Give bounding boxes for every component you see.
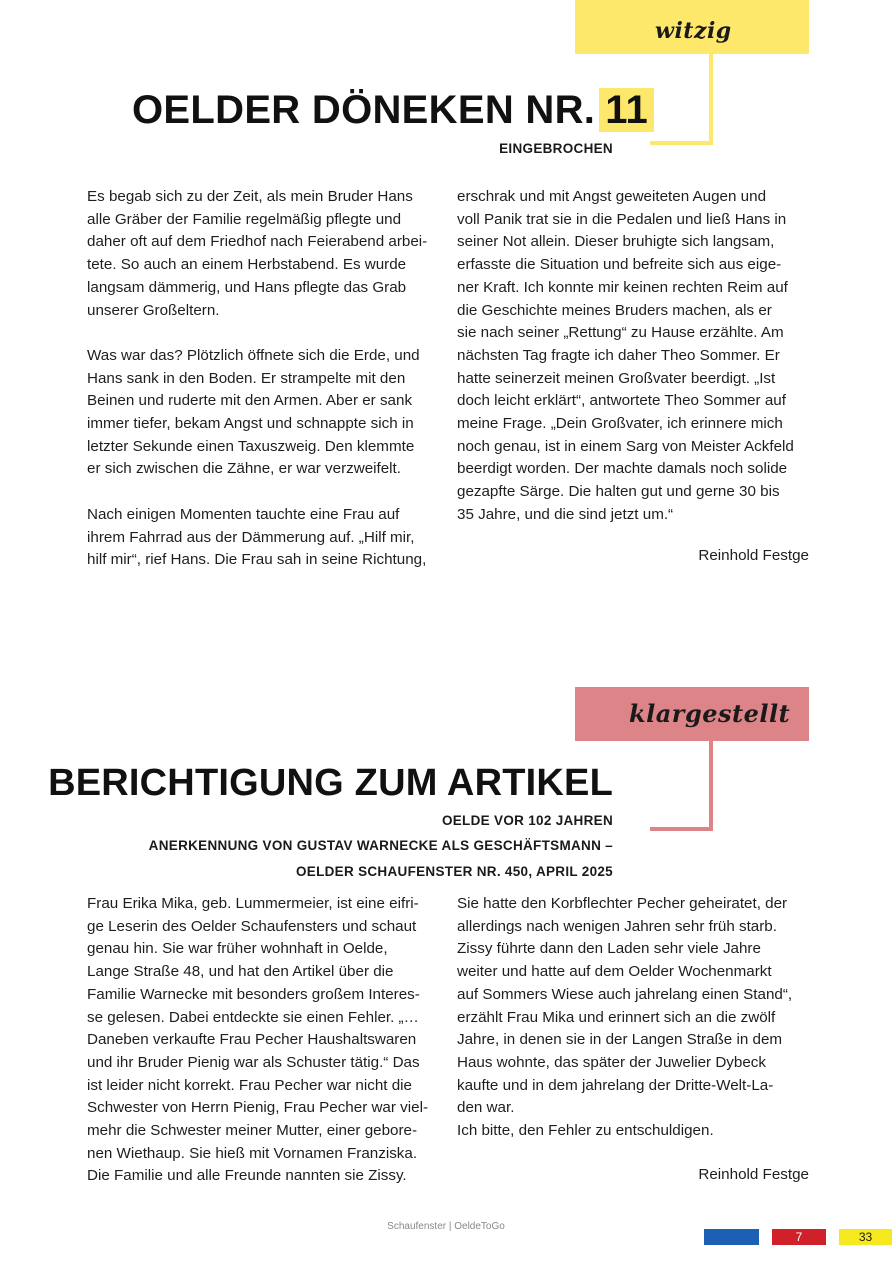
article-column-right [457,893,792,1143]
text-line: Nach einigen Momenten tauchte eine Frau auf [87,505,400,523]
text-line: erzählt Frau Mika und erinnert sich an die zwölf [457,1008,776,1026]
text-line: kaufte und in dem jahrelang der Dritte-Welt-La- [457,1076,774,1094]
text-line: Beinen und ruderte mit den Armen. Aber er sank [87,392,413,410]
text-line: unserer Großeltern. [87,301,220,319]
text-line: Es begab sich zu der Zeit, als mein Bruder Hans [87,188,413,205]
tag-label: witzig [655,18,732,44]
text-line: Haus wohnte, das später der Juwelier Dybeck [457,1053,766,1071]
decor-line [650,141,713,145]
text-line: allerdings nach wenigen Jahren sehr früh starb. [457,917,777,935]
text-line: ge Leserin des Oelder Schaufensters und schaut [87,917,417,935]
author-signature: Reinhold Festge [698,547,809,564]
text-line: gezapfte Särge. Die halten gut und gerne 30 bis [457,483,780,501]
tag-label: klargestellt [629,699,791,728]
article-subtitle: OELDER SCHAUFENSTER NR. 450, APRIL 2025 [295,864,613,879]
text-line: alle Gräber der Familie regelmäßig pflegte und [87,210,402,228]
text-line: doch leicht erklärt“, antwortete Theo Sommer auf [457,392,786,410]
article-column-right [457,186,794,527]
text-line [87,322,427,345]
text-line: die Geschichte meines Bruders machen, als er [457,301,772,319]
text-line: ner Kraft. Ich konnte mir keinen rechten Reim auf [457,278,788,296]
text-line: erschrak und mit Angst geweiteten Augen und [457,188,767,205]
text-line: Familie Warnecke mit besonders großem Interes- [87,985,420,1003]
text-line: Zissy führte dann den Laden sehr viele Jahre [457,940,761,958]
page-number: 7 [772,1229,826,1245]
text-line: hatte seinerzeit meinen Großvater beerdigt. „Ist [457,369,776,387]
article-column-left [87,186,427,572]
article-title: BERICHTIGUNG ZUM ARTIKEL [48,762,613,804]
decor-line [709,741,713,831]
article-column-left [87,893,428,1188]
article-subtitle: OELDE VOR 102 JAHREN [441,813,613,828]
text-line: beerdigt worden. Der machte damals noch solide [457,460,788,478]
decor-line [709,54,713,145]
text-line: Daneben verkaufte Frau Pecher Haushaltswaren [87,1031,417,1049]
article-subtitle: EINGEBROCHEN [499,141,613,156]
text-line: mehr die Schwester meiner Mutter, einer gebore- [87,1122,418,1140]
text-line: noch genau, ist in einem Sarg von Meister Ackfeld [457,437,794,455]
article-title [132,88,654,133]
article-subtitle: ANERKENNUNG VON GUSTAV WARNECKE ALS GESCHÄFTSMANN – [148,838,613,853]
text-line: hilf mir“, rief Hans. Die Frau sah in seine Richtung, [87,551,427,569]
text-line: Lange Straße 48, und hat den Artikel über die [87,963,394,981]
text-line: Ich bitte, den Fehler zu entschuldigen. [457,1122,714,1140]
tag-witzig [575,0,809,54]
title-number: 11 [599,88,654,132]
text-line [87,481,427,504]
text-line: genau hin. Sie war früher wohnhaft in Oelde, [87,940,388,958]
text-line: immer tiefer, bekam Angst und schnappte sich in [87,415,414,433]
text-line: letzter Sekunde einen Taxuszweig. Den klemmte [87,437,415,455]
text-line: 35 Jahre, und die sind jetzt um.“ [457,505,674,523]
footer-publication: Schaufenster | OeldeToGo [387,1221,505,1232]
text-line: den war. [457,1099,515,1117]
text-line: ihrem Fahrrad aus der Dämmerung auf. „Hilf mir, [87,528,415,546]
text-line: seiner Not allein. Dieser bruhigte sich langsam, [457,233,775,251]
decor-line [650,827,713,831]
text-line: daher oft auf dem Friedhof nach Feierabend arbei- [87,233,428,251]
page-number-total: 33 [839,1229,892,1245]
text-line: sie nach seiner „Rettung“ zu Hause erzählte. Am [457,324,784,342]
title-text: OELDER DÖNEKEN NR. [132,88,596,132]
text-line: se gelesen. Dabei entdeckte sie einen Fehler. „… [87,1008,419,1026]
text-line: ist leider nicht korrekt. Frau Pecher war nicht die [87,1076,412,1094]
footer-color-block [704,1229,759,1245]
text-line: Was war das? Plötzlich öffnete sich die Erde, und [87,346,420,364]
text-line: tete. So auch an einem Herbstabend. Es wurde [87,256,407,274]
text-line: nen Wiethaup. Sie hieß mit Vornamen Franziska. [87,1144,418,1162]
text-line: meine Frage. „Dein Großvater, ich erinnere mich [457,415,783,433]
text-line: erfasste die Situation und befreite sich aus eige- [457,256,782,274]
text-line: langsam dämmerig, und Hans pflegte das Grab [87,278,407,296]
text-line: und ihr Bruder Pienig war als Schuster tätig.“ Das [87,1053,420,1071]
text-line: er sich zwischen die Zähne, er war verzweifelt. [87,460,401,478]
text-line: nächsten Tag fragte ich daher Theo Sommer. Er [457,346,780,364]
text-line: Schwester von Herrn Pienig, Frau Pecher war viel- [87,1099,429,1117]
text-line: Hans sank in den Boden. Er strampelte mit den [87,369,406,387]
text-line: voll Panik trat sie in die Pedalen und ließ Hans in [457,210,787,228]
text-line: auf Sommers Wiese auch jahrelang einen Stand“, [457,985,793,1003]
text-line: weiter und hatte auf dem Oelder Wochenmarkt [457,963,772,981]
text-line: Die Familie und alle Freunde nannten sie Zissy. [87,1167,407,1185]
text-line: Frau Erika Mika, geb. Lummermeier, ist eine eifri- [87,895,419,912]
tag-klargestellt [575,687,809,741]
author-signature: Reinhold Festge [698,1166,809,1183]
text-line: Jahre, in denen sie in der Langen Straße in dem [457,1031,783,1049]
text-line: Sie hatte den Korbflechter Pecher geheiratet, der [457,895,788,912]
